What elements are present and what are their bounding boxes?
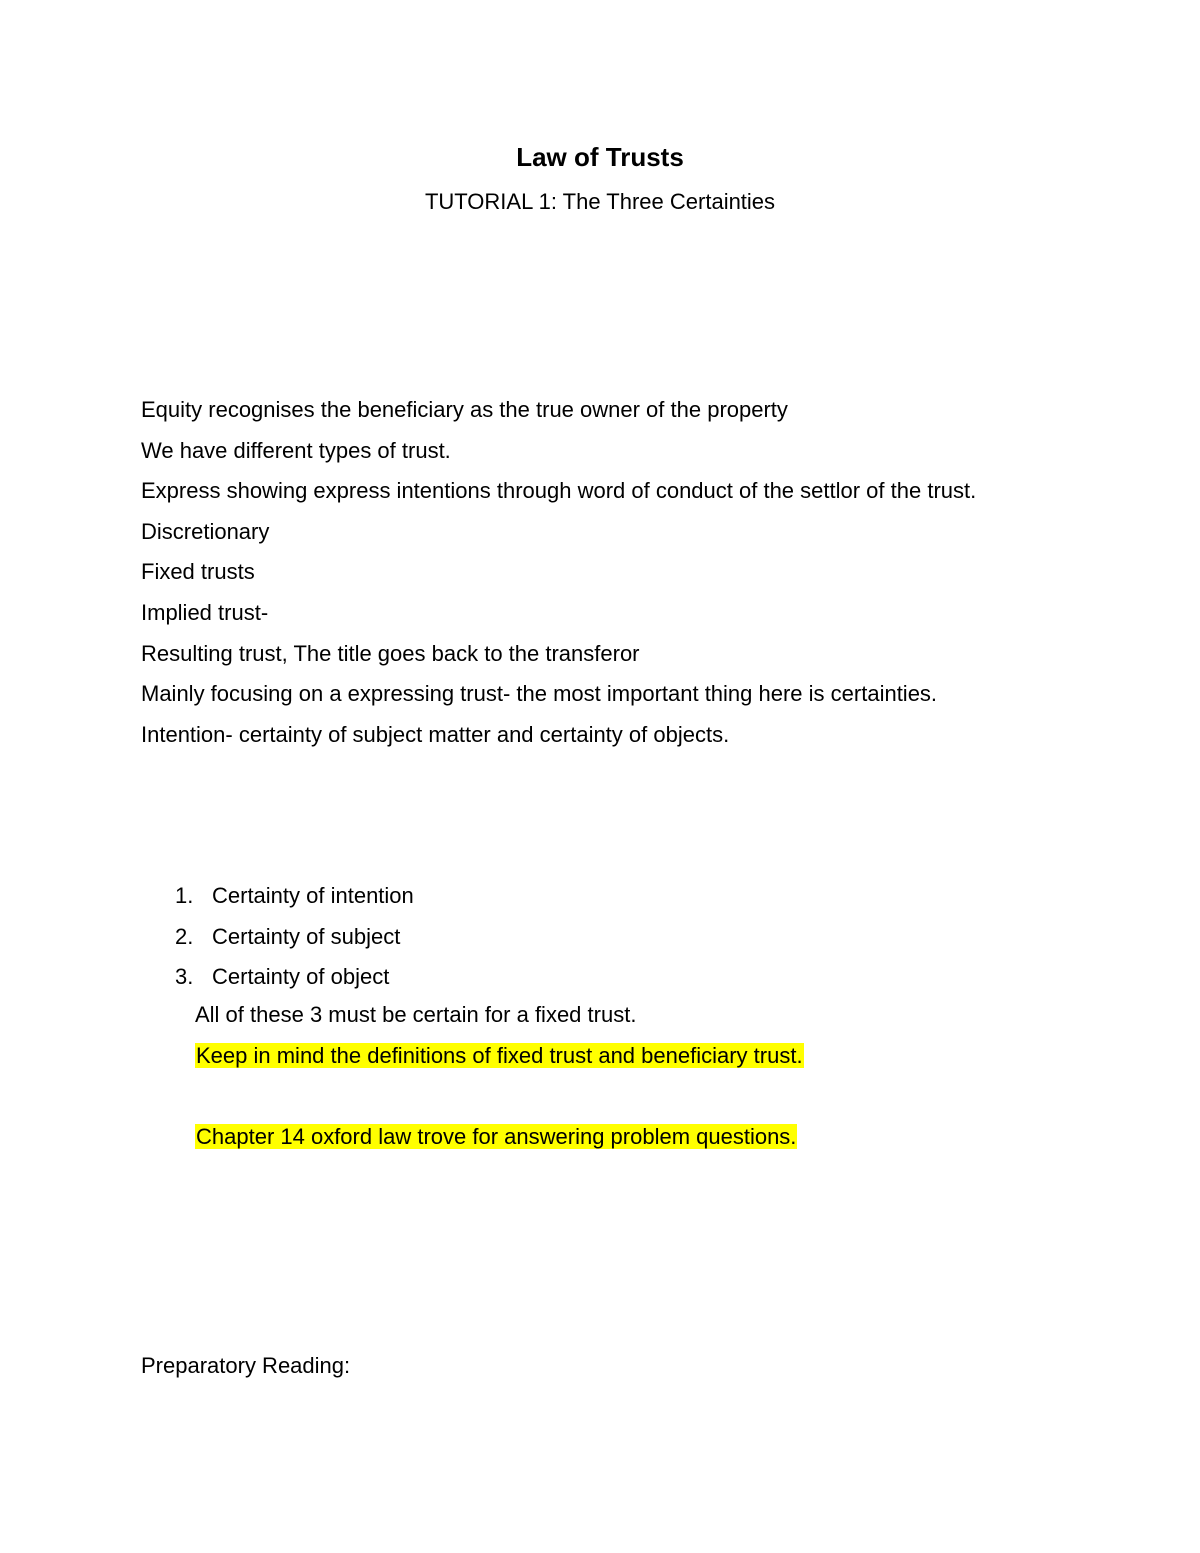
paragraph-fixed: Fixed trusts	[141, 559, 255, 585]
highlighted-note-definitions	[195, 1041, 804, 1071]
list-number: 3.	[175, 964, 194, 990]
list-item-text: Certainty of object	[212, 964, 390, 990]
paragraph-resulting: Resulting trust, The title goes back to the transferor	[141, 640, 640, 666]
list-item	[141, 917, 414, 958]
body-text	[141, 390, 1057, 755]
list-number: 1.	[175, 883, 194, 908]
highlight-text: Chapter 14 oxford law trove for answering problem questions.	[196, 1124, 797, 1149]
document-subtitle: TUTORIAL 1: The Three Certainties	[424, 189, 776, 214]
paragraph-implied: Implied trust-	[141, 599, 269, 625]
paragraph-equity: Equity recognises the beneficiary as the true owner of the property	[141, 397, 788, 422]
list-item	[141, 957, 414, 998]
paragraph-mainly: Mainly focusing on a expressing trust- the most important thing here is certainties.	[141, 681, 938, 707]
paragraph-discretionary: Discretionary	[141, 518, 270, 544]
paragraph-express: Express showing express intentions through word of conduct of the settlor of the trust.	[141, 478, 977, 504]
list-item	[141, 876, 414, 917]
certainties-list	[141, 876, 414, 998]
paragraph-types: We have different types of trust.	[141, 437, 451, 463]
preparatory-reading-heading: Preparatory Reading:	[141, 1353, 351, 1378]
list-item-text: Certainty of intention	[212, 883, 414, 908]
paragraph-intention: Intention- certainty of subject matter and certainty of objects.	[141, 721, 730, 747]
highlight-text: Keep in mind the definitions of fixed trust and beneficiary trust.	[196, 1043, 803, 1068]
list-item-text: Certainty of subject	[212, 923, 401, 949]
document-title: Law of Trusts	[516, 142, 684, 172]
note-fixed-trust: All of these 3 must be certain for a fixed trust.	[195, 1002, 637, 1027]
list-number: 2.	[175, 923, 194, 949]
highlighted-note-chapter	[195, 1122, 797, 1152]
